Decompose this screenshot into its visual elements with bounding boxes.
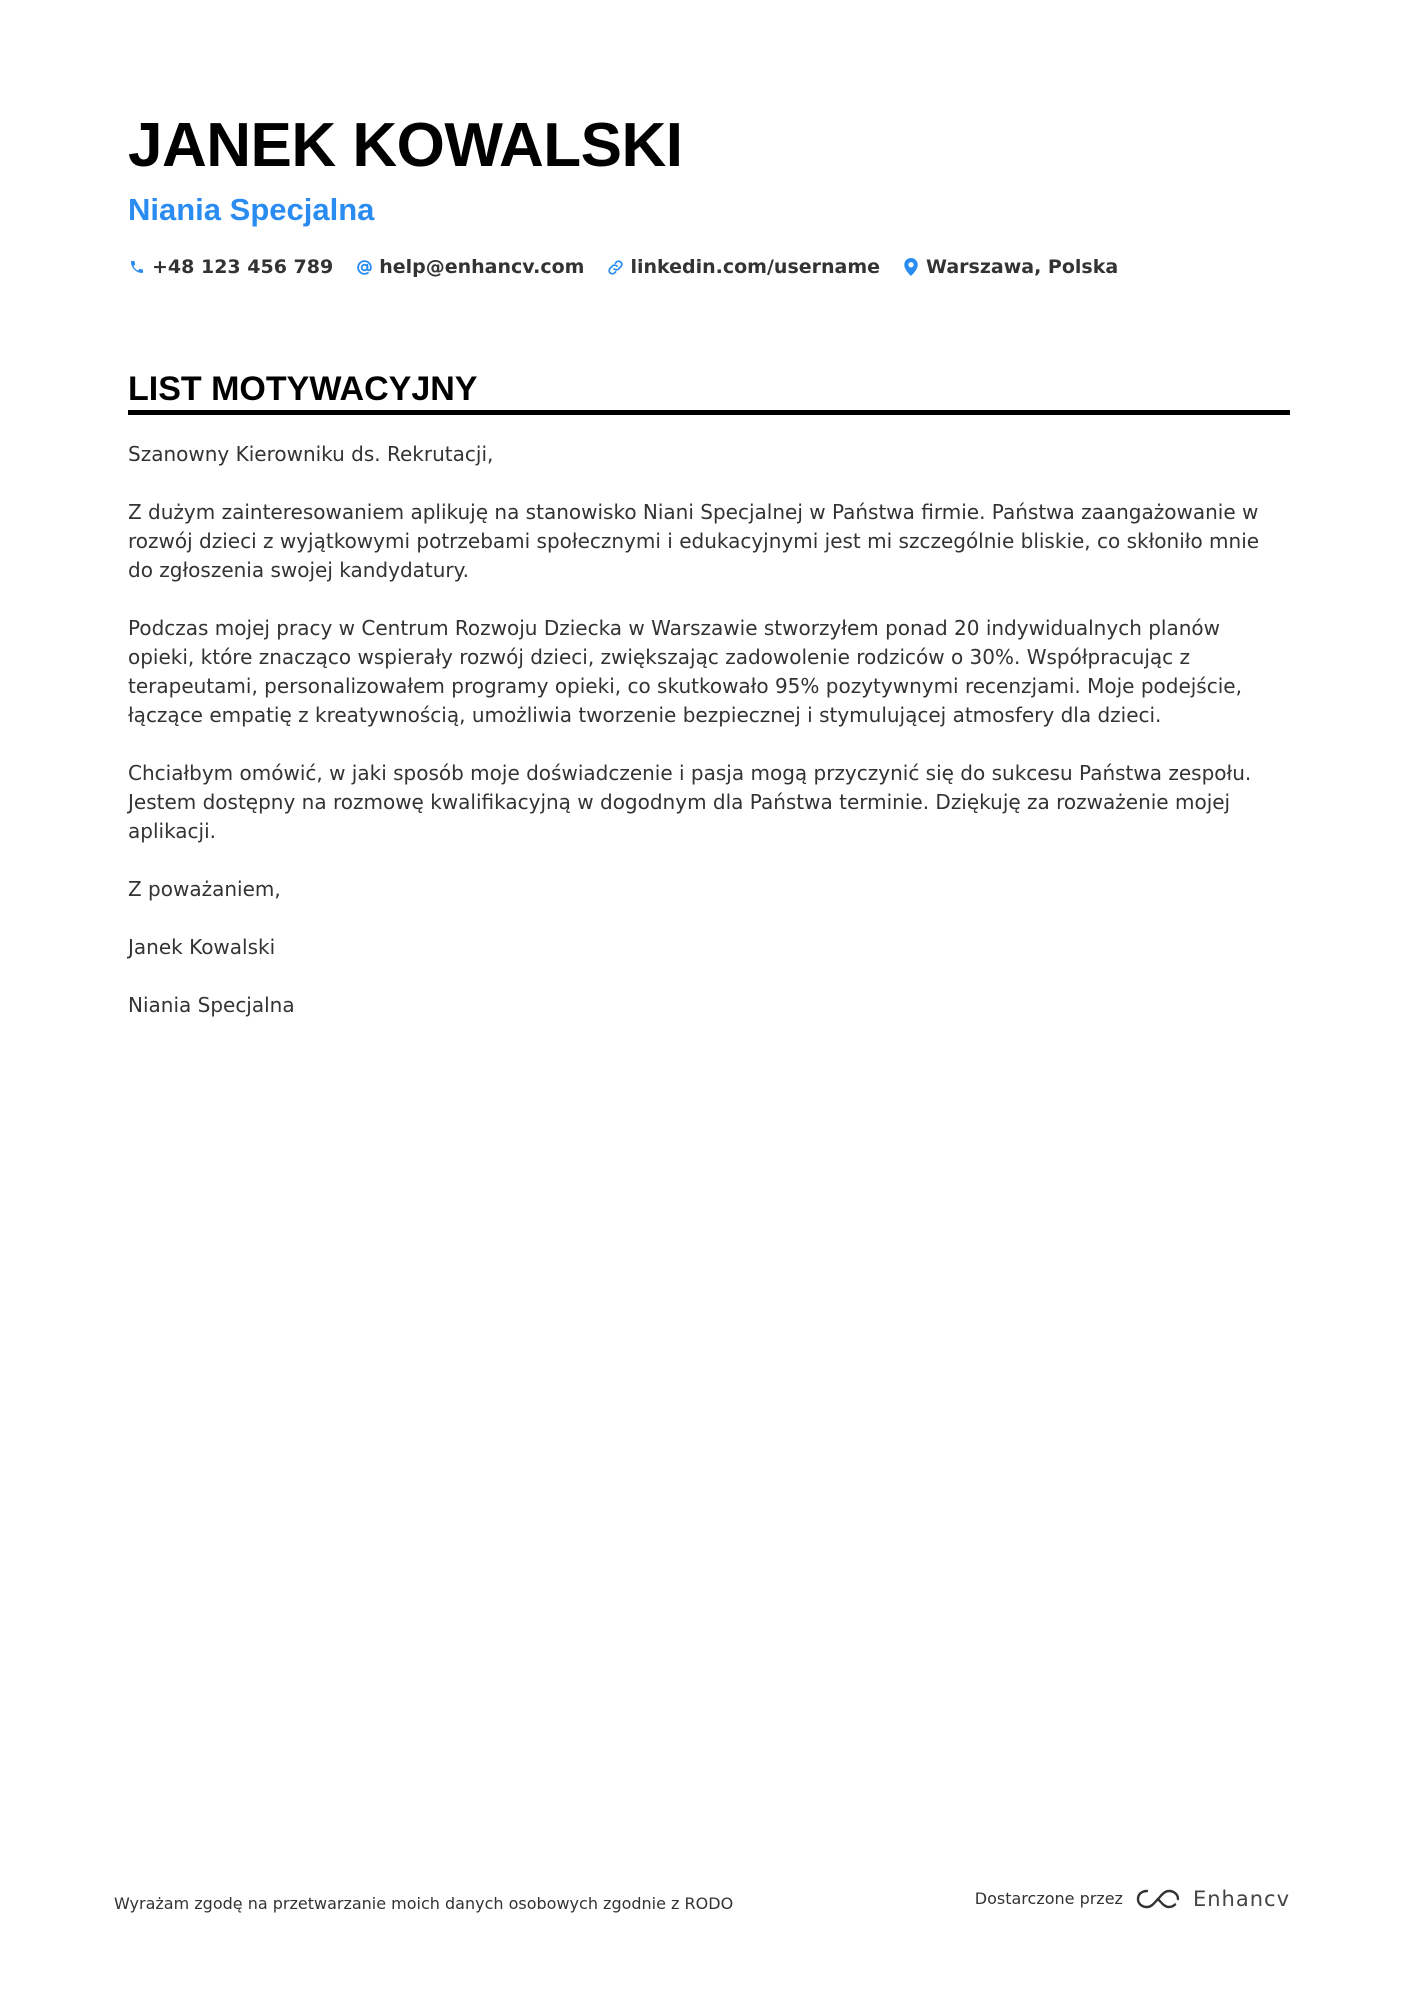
- link-icon: [606, 257, 624, 277]
- contact-linkedin: [606, 252, 880, 282]
- gdpr-consent-text: Wyrażam zgodę na przetwarzanie moich danych osobowych zgodnie z RODO: [114, 1894, 734, 1913]
- email-address[interactable]: help@enhancv.com: [379, 256, 585, 278]
- letter-paragraph: Chciałbym omówić, w jaki sposób moje doświadczenie i pasja mogą przyczynić się do sukcesu Państwa zespołu. Jestem dostępny na rozmowę kwalifikacyjną w dogodnym dla Państwa terminie. Dziękuję za rozważenie mojej aplikacji.: [128, 761, 1252, 843]
- letter-paragraph: Podczas mojej pracy w Centrum Rozwoju Dziecka w Warszawie stworzyłem ponad 20 indywidualnych planów opieki, które znacząco wspierały rozwój dzieci, zwiększając zadowolenie rodziców o 30%. Współpracując z terapeutami, personalizowałem programy opieki, co skutkowało 95% pozytywnymi recenzjami. Moje podejście, łączące empatię z kreatywnością, umożliwia tworzenie bezpiecznej i stymulującej atmosfery dla dzieci.: [128, 616, 1242, 727]
- at-icon: [355, 257, 373, 277]
- location-text: Warszawa, Polska: [926, 256, 1119, 278]
- salutation: Szanowny Kierowniku ds. Rekrutacji,: [128, 442, 494, 466]
- phone-icon: [128, 257, 146, 277]
- contact-phone: [128, 252, 333, 282]
- linkedin-url[interactable]: linkedin.com/username: [630, 256, 881, 278]
- footer-brand[interactable]: [975, 1886, 1290, 1912]
- signature-name: Janek Kowalski: [128, 935, 276, 959]
- job-title: Niania Specjalna: [128, 192, 375, 227]
- letter-body: [128, 440, 1290, 1049]
- section-title: LIST MOTYWACYJNY: [128, 370, 478, 408]
- enhancv-wordmark: Enhancv: [1192, 1887, 1290, 1911]
- letter-paragraph: Z dużym zainteresowaniem aplikuję na stanowisko Niani Specjalnej w Państwa firmie. Państwa zaangażowanie w rozwój dzieci z wyjątkowymi potrzebami społecznymi i edukacyjnymi jest mi szczególnie bliskie, co skłoniło mnie do zgłoszenia swojej kandydatury.: [128, 500, 1260, 582]
- enhancv-logo-icon: [1135, 1887, 1181, 1911]
- candidate-name: JANEK KOWALSKI: [128, 111, 683, 180]
- closing: Z poważaniem,: [128, 877, 281, 901]
- contact-email: [355, 252, 584, 282]
- location-pin-icon: [902, 257, 920, 277]
- signature-title: Niania Specjalna: [128, 993, 295, 1017]
- section-divider: [128, 410, 1290, 415]
- contact-location: [902, 252, 1118, 282]
- provided-by-label: Dostarczone przez: [974, 1889, 1123, 1908]
- phone-number[interactable]: +48 123 456 789: [152, 256, 334, 278]
- contact-bar: [128, 252, 1140, 282]
